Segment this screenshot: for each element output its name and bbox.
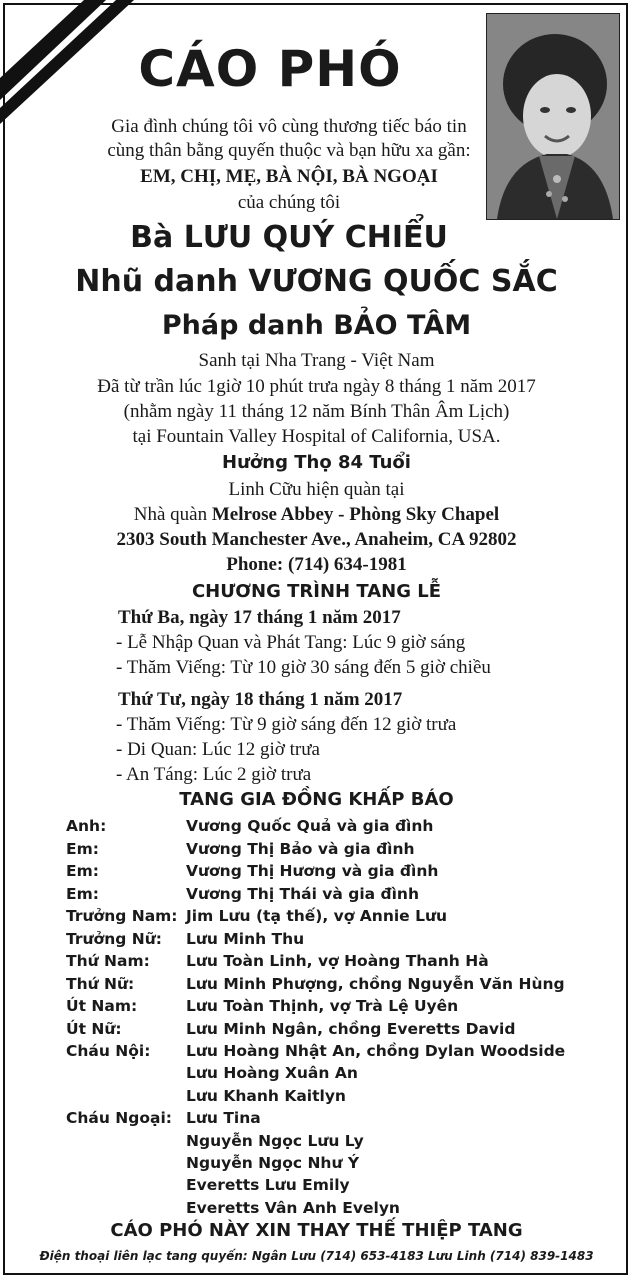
closing-line: CÁO PHÓ NÀY XIN THAY THẾ THIỆP TANG <box>110 1220 523 1241</box>
family-heading: TANG GIA ĐỒNG KHẤP BÁO <box>179 789 454 810</box>
family-name: Vương Quốc Quả và gia đình <box>186 817 434 835</box>
family-label: Em: <box>66 840 99 858</box>
lunar-date: (nhằm ngày 11 tháng 12 năm Bính Thân Âm Lịch) <box>123 401 510 422</box>
age: Hưởng Thọ 84 Tuổi <box>222 452 411 473</box>
viewing-intro: Linh Cữu hiện quàn tại <box>228 479 405 500</box>
family-label: Cháu Nội: <box>66 1042 151 1060</box>
family-name: Everetts Lưu Emily <box>186 1176 350 1194</box>
family-label: Thứ Nam: <box>66 952 150 970</box>
deceased-name: Bà LƯU QUÝ CHIỂU <box>130 220 448 255</box>
program-day-2: Thứ Tư, ngày 18 tháng 1 năm 2017 <box>118 689 403 710</box>
family-name: Lưu Toàn Linh, vợ Hoàng Thanh Hà <box>186 952 489 970</box>
family-label: Út Nữ: <box>66 1020 122 1038</box>
program-item: - An Táng: Lúc 2 giờ trưa <box>116 764 312 785</box>
family-name: Lưu Hoàng Xuân An <box>186 1064 358 1082</box>
family-label: Trưởng Nam: <box>66 907 178 925</box>
funeral-home <box>0 504 633 526</box>
program-item: - Lễ Nhập Quan và Phát Tang: Lúc 9 giờ sáng <box>116 632 466 653</box>
family-name: Lưu Minh Thu <box>186 930 305 948</box>
funeral-phone: Phone: (714) 634-1981 <box>226 554 407 575</box>
program-item: - Thăm Viếng: Từ 10 giờ 30 sáng đến 5 giờ chiều <box>116 657 491 678</box>
family-name: Everetts Vân Anh Evelyn <box>186 1199 400 1217</box>
contact-line: Điện thoại liên lạc tang quyến: Ngân Lưu (714) 653-4183 Lưu Linh (714) 839-1483 <box>39 1249 594 1263</box>
family-label: Trưởng Nữ: <box>66 930 162 948</box>
intro-line-4: của chúng tôi <box>237 192 341 213</box>
family-label: Em: <box>66 862 99 880</box>
family-name: Jim Lưu (tạ thế), vợ Annie Lưu <box>186 907 448 925</box>
program-item: - Thăm Viếng: Từ 9 giờ sáng đến 12 giờ trưa <box>116 714 457 735</box>
family-label: Cháu Ngoại: <box>66 1109 172 1127</box>
page-title: CÁO PHÓ <box>138 40 402 98</box>
funeral-home-name: Melrose Abbey - Phòng Sky Chapel <box>211 504 500 525</box>
intro-relations: EM, CHỊ, MẸ, BÀ NỘI, BÀ NGOẠI <box>140 166 438 187</box>
family-name: Lưu Minh Phượng, chồng Nguyễn Văn Hùng <box>186 975 565 993</box>
program-heading: CHƯƠNG TRÌNH TANG LỄ <box>191 581 442 602</box>
death-time: Đã từ trần lúc 1giờ 10 phút trưa ngày 8 tháng 1 năm 2017 <box>97 376 536 397</box>
family-name: Nguyễn Ngọc Lưu Ly <box>186 1132 364 1150</box>
family-label: Anh: <box>66 817 107 835</box>
family-name: Nguyễn Ngọc Như Ý <box>186 1154 360 1172</box>
family-name: Vương Thị Bảo và gia đình <box>186 840 415 858</box>
funeral-address: 2303 South Manchester Ave., Anaheim, CA 92802 <box>116 529 517 550</box>
family-name: Lưu Toàn Thịnh, vợ Trà Lệ Uyên <box>186 997 459 1015</box>
funeral-home-prefix: Nhà quàn <box>133 504 212 525</box>
dharma-name: Pháp danh BẢO TÂM <box>161 310 472 341</box>
family-label: Út Nam: <box>66 997 138 1015</box>
maiden-name: Nhũ danh VƯƠNG QUỐC SẮC <box>75 264 558 299</box>
death-place: tại Fountain Valley Hospital of California, USA. <box>132 426 501 447</box>
birth-place: Sanh tại Nha Trang - Việt Nam <box>198 350 435 371</box>
family-name: Lưu Minh Ngân, chồng Everetts David <box>186 1020 516 1038</box>
program-item: - Di Quan: Lúc 12 giờ trưa <box>116 739 320 760</box>
family-name: Lưu Hoàng Nhật An, chồng Dylan Woodside <box>186 1042 566 1060</box>
family-name: Vương Thị Hương và gia đình <box>186 862 439 880</box>
family-label: Thứ Nữ: <box>66 975 135 993</box>
intro-line-1: Gia đình chúng tôi vô cùng thương tiếc báo tin <box>111 116 467 137</box>
intro-line-2: cùng thân bằng quyến thuộc và bạn hữu xa gần: <box>107 140 471 161</box>
family-name: Vương Thị Thái và gia đình <box>186 885 419 903</box>
family-name: Lưu Tina <box>186 1109 261 1127</box>
family-name: Lưu Khanh Kaitlyn <box>186 1087 346 1105</box>
program-day-1: Thứ Ba, ngày 17 tháng 1 năm 2017 <box>118 607 401 628</box>
family-label: Em: <box>66 885 99 903</box>
